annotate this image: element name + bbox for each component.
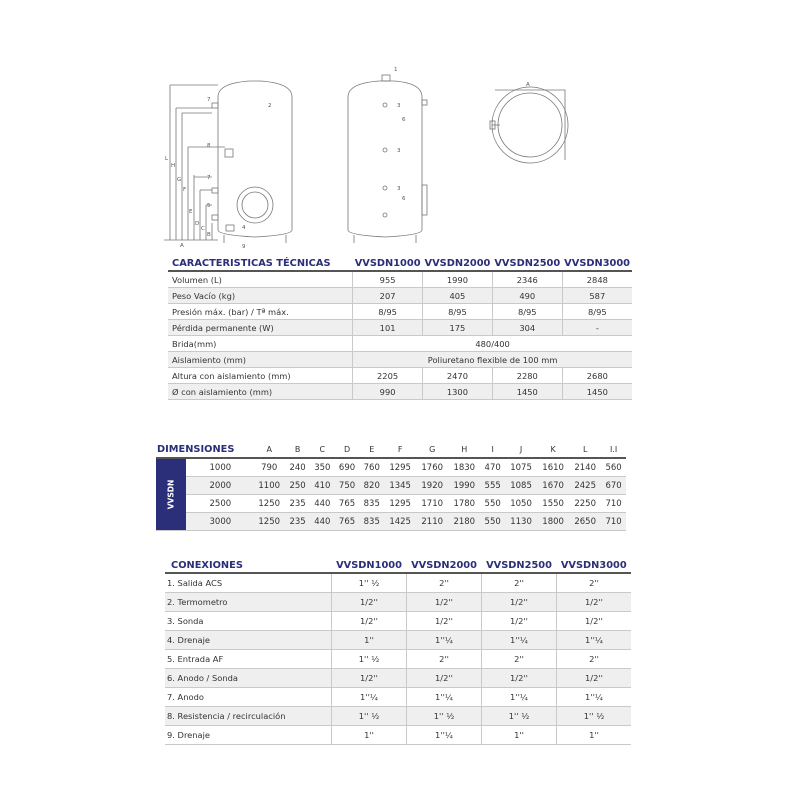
cell-value: 710 [601, 495, 626, 513]
cell-value: 2280 [492, 368, 562, 384]
cell-value: 820 [359, 477, 384, 495]
cell-value: 1''¼ [482, 631, 557, 650]
cell-value: 1295 [384, 458, 416, 477]
table-row [165, 650, 631, 669]
cell-value: 2346 [492, 271, 562, 288]
callout: 1 [394, 67, 398, 73]
cell-value: 1'' ½ [557, 707, 632, 726]
cell-value: 1'' ½ [332, 707, 407, 726]
row-label: 9. Drenaje [165, 726, 332, 745]
cell-value: 1/2'' [332, 593, 407, 612]
cell-value: 835 [359, 513, 384, 531]
table-row [165, 612, 631, 631]
dim-label-L: L [165, 156, 169, 162]
cell-value: 1800 [537, 513, 569, 531]
technical-specs-table [168, 256, 632, 400]
cell-value: 2470 [423, 368, 493, 384]
cell-value: 240 [285, 458, 310, 477]
column-header: VVSDN3000 [557, 558, 632, 573]
dim-label-H: H [171, 163, 176, 169]
cell-value: 1780 [448, 495, 480, 513]
cell-value: 250 [285, 477, 310, 495]
table-row [165, 593, 631, 612]
dim-label-D: D [195, 221, 200, 227]
cell-value: 1/2'' [482, 593, 557, 612]
cell-value: 1920 [416, 477, 448, 495]
table-row [156, 458, 626, 477]
dim-label-A: A [180, 243, 184, 249]
cell-value: 1450 [562, 384, 632, 400]
right-tank-outline [348, 81, 422, 237]
cell-value: 1''¼ [557, 688, 632, 707]
callout: 6 [402, 117, 406, 123]
cell-value: 1710 [416, 495, 448, 513]
cell-value: 1'' [332, 631, 407, 650]
table-row [168, 368, 632, 384]
cell-value: 235 [285, 513, 310, 531]
cell-value: 1'' ½ [332, 573, 407, 593]
cell-value: 750 [335, 477, 360, 495]
dim-label-F: F [183, 187, 187, 193]
table-row [168, 336, 632, 352]
row-label: 4. Drenaje [165, 631, 332, 650]
cell-value: 2'' [482, 650, 557, 669]
table-title: CONEXIONES [165, 558, 332, 573]
column-header: J [505, 441, 537, 458]
table-row [168, 288, 632, 304]
cell-value: 1550 [537, 495, 569, 513]
cell-value: 1300 [423, 384, 493, 400]
cell-value: 690 [335, 458, 360, 477]
callout: 6 [402, 196, 406, 202]
cell-value: 8/95 [492, 304, 562, 320]
table-row [165, 688, 631, 707]
model-label: 2000 [186, 477, 254, 495]
cell-value: 1250 [253, 495, 285, 513]
cell-value: 1''¼ [557, 631, 632, 650]
column-header: F [384, 441, 416, 458]
callout: 7 [207, 175, 211, 181]
cell-value: 2205 [353, 368, 423, 384]
callout: 4 [242, 225, 246, 231]
cell-value: 2848 [562, 271, 632, 288]
cell-value: 490 [492, 288, 562, 304]
callout: 9 [242, 244, 246, 250]
dimensions-table [156, 441, 626, 531]
tank-technical-drawing [150, 55, 610, 255]
callout: 3 [397, 186, 401, 192]
cell-value: 1/2'' [557, 612, 632, 631]
dim-label-G: G [177, 177, 182, 183]
dim-label-E: E [189, 209, 193, 215]
table-row [165, 726, 631, 745]
cell-value: 1''¼ [482, 688, 557, 707]
cell-value: 1250 [253, 513, 285, 531]
cell-value: 765 [335, 495, 360, 513]
cell-value: 1/2'' [482, 669, 557, 688]
dim-label-C: C [201, 226, 205, 232]
cell-value: 8/95 [423, 304, 493, 320]
cell-value: 480/400 [353, 336, 632, 352]
table-row [168, 304, 632, 320]
table-row [168, 320, 632, 336]
cell-value: 1760 [416, 458, 448, 477]
connections-table [165, 558, 631, 745]
cell-value: 550 [480, 513, 505, 531]
model-label: 2500 [186, 495, 254, 513]
column-header: VVSDN2500 [482, 558, 557, 573]
column-header: VVSDN3000 [564, 258, 630, 269]
cell-value: 1''¼ [407, 726, 482, 745]
cell-value: 410 [310, 477, 335, 495]
row-label: 2. Termometro [165, 593, 332, 612]
callout: 3 [397, 103, 401, 109]
row-label: 1. Salida ACS [165, 573, 332, 593]
table-row [168, 352, 632, 368]
cell-value: 2425 [569, 477, 601, 495]
cell-value: 1'' [482, 726, 557, 745]
cell-value: 1345 [384, 477, 416, 495]
model-label: 1000 [186, 458, 254, 477]
cell-value: 1'' ½ [482, 707, 557, 726]
cell-value: 1100 [253, 477, 285, 495]
cell-value: 2180 [448, 513, 480, 531]
cell-value: 235 [285, 495, 310, 513]
callout: 2 [268, 103, 272, 109]
side-label-cell [156, 458, 186, 531]
table-row [168, 384, 632, 400]
cell-value: 835 [359, 495, 384, 513]
cell-value: 2110 [416, 513, 448, 531]
cell-value: 1/2'' [407, 612, 482, 631]
cell-value: 1990 [448, 477, 480, 495]
cell-value: 2'' [557, 573, 632, 593]
cell-value: 1085 [505, 477, 537, 495]
cell-value: 1610 [537, 458, 569, 477]
callout: 8 [207, 143, 211, 149]
row-label: 7. Anodo [165, 688, 332, 707]
left-tank-outline [218, 81, 292, 237]
cell-value: 440 [310, 513, 335, 531]
cell-value: 1050 [505, 495, 537, 513]
row-label: Altura con aislamiento (mm) [168, 368, 353, 384]
column-header: VVSDN2000 [407, 558, 482, 573]
cell-value: 1''¼ [407, 688, 482, 707]
cell-value: 2140 [569, 458, 601, 477]
table-row [165, 669, 631, 688]
column-header: H [448, 441, 480, 458]
column-header: A [253, 441, 285, 458]
cell-value: 1/2'' [557, 593, 632, 612]
cell-value: 1/2'' [407, 593, 482, 612]
cell-value: 990 [353, 384, 423, 400]
table-row [156, 477, 626, 495]
cell-value: 555 [480, 477, 505, 495]
cell-value: 1'' [332, 726, 407, 745]
column-header: I.I [601, 441, 626, 458]
cell-value: 1'' ½ [407, 707, 482, 726]
cell-value: 440 [310, 495, 335, 513]
cell-value: 1075 [505, 458, 537, 477]
cell-value: 1/2'' [332, 669, 407, 688]
column-header: I [480, 441, 505, 458]
cell-value: 175 [423, 320, 493, 336]
column-header: L [569, 441, 601, 458]
row-label: 6. Anodo / Sonda [165, 669, 332, 688]
column-header: VVSDN2500 [494, 258, 561, 269]
cell-value: 765 [335, 513, 360, 531]
table-row [165, 573, 631, 593]
cell-value: 1425 [384, 513, 416, 531]
row-label: 3. Sonda [165, 612, 332, 631]
cell-value: 405 [423, 288, 493, 304]
cell-value: 560 [601, 458, 626, 477]
callout: 3 [397, 148, 401, 154]
side-label: VVSDN [166, 479, 176, 510]
cell-value: 2250 [569, 495, 601, 513]
row-label: Aislamiento (mm) [168, 352, 353, 368]
cell-value: 1830 [448, 458, 480, 477]
cell-value: 790 [253, 458, 285, 477]
column-header: G [416, 441, 448, 458]
cell-value: 470 [480, 458, 505, 477]
table-title: DIMENSIONES [156, 441, 253, 458]
cell-value: 550 [480, 495, 505, 513]
table-row [165, 707, 631, 726]
plan-view-circle [492, 87, 568, 163]
cell-value: 1/2'' [557, 669, 632, 688]
column-header: E [359, 441, 384, 458]
column-header: B [285, 441, 310, 458]
table-row [156, 513, 626, 531]
cell-value: 101 [353, 320, 423, 336]
table-row [165, 631, 631, 650]
cell-value: - [562, 320, 632, 336]
row-label: Peso Vacío (kg) [168, 288, 353, 304]
cell-value: 1''¼ [407, 631, 482, 650]
row-label: 5. Entrada AF [165, 650, 332, 669]
cell-value: 2'' [407, 650, 482, 669]
row-label: Brida(mm) [168, 336, 353, 352]
callout: 5 [207, 203, 211, 209]
cell-value: 2650 [569, 513, 601, 531]
model-label: 3000 [186, 513, 254, 531]
cell-value: 1130 [505, 513, 537, 531]
cell-value: 955 [353, 271, 423, 288]
cell-value: 1450 [492, 384, 562, 400]
row-label: Volumen (L) [168, 271, 353, 288]
cell-value: 670 [601, 477, 626, 495]
callout: 7 [207, 97, 211, 103]
cell-value: 8/95 [353, 304, 423, 320]
cell-value: 304 [492, 320, 562, 336]
cell-value: 2'' [407, 573, 482, 593]
cell-value: 1''¼ [332, 688, 407, 707]
cell-value: 1295 [384, 495, 416, 513]
cell-value: 8/95 [562, 304, 632, 320]
cell-value: 350 [310, 458, 335, 477]
plan-label: A [526, 82, 530, 88]
cell-value: 1'' ½ [332, 650, 407, 669]
table-row [168, 271, 632, 288]
cell-value: 1670 [537, 477, 569, 495]
cell-value: Poliuretano flexible de 100 mm [353, 352, 632, 368]
column-header: VVSDN1000 [332, 558, 407, 573]
cell-value: 1/2'' [482, 612, 557, 631]
cell-value: 2680 [562, 368, 632, 384]
column-header: K [537, 441, 569, 458]
row-label: 8. Resistencia / recirculación [165, 707, 332, 726]
row-label: Presión máx. (bar) / Tª máx. [168, 304, 353, 320]
cell-value: 1990 [423, 271, 493, 288]
dim-label-B: B [207, 232, 211, 238]
row-label: Ø con aislamiento (mm) [168, 384, 353, 400]
cell-value: 1/2'' [332, 612, 407, 631]
cell-value: 1/2'' [407, 669, 482, 688]
cell-value: 710 [601, 513, 626, 531]
column-header: D [335, 441, 360, 458]
table-row [156, 495, 626, 513]
column-header: VVSDN1000 [354, 258, 421, 269]
cell-value: 207 [353, 288, 423, 304]
table-title: CARACTERISTICAS TÉCNICAS [168, 256, 353, 271]
cell-value: 2'' [482, 573, 557, 593]
cell-value: 2'' [557, 650, 632, 669]
cell-value: 760 [359, 458, 384, 477]
column-header: C [310, 441, 335, 458]
cell-value: 587 [562, 288, 632, 304]
column-header: VVSDN2000 [424, 258, 491, 269]
row-label: Pérdida permanente (W) [168, 320, 353, 336]
cell-value: 1'' [557, 726, 632, 745]
